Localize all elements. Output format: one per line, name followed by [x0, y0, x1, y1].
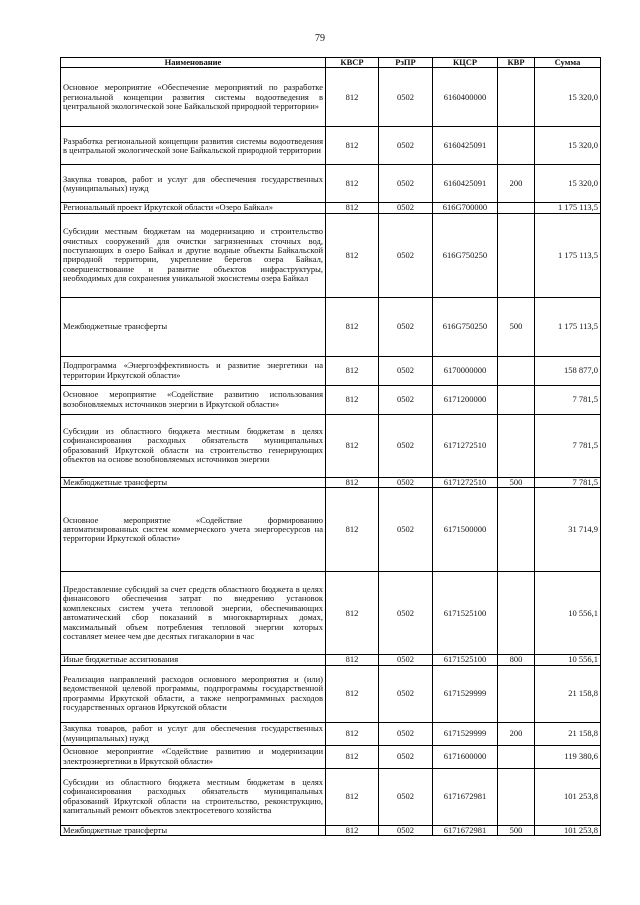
row-name-cell: Иные бюджетные ассигнования: [61, 655, 326, 665]
kcsr-cell: 6170000000: [433, 356, 498, 385]
header-name: Наименование: [61, 58, 326, 68]
kvr-cell: 500: [498, 825, 535, 835]
kvr-cell: [498, 356, 535, 385]
row-name-cell: Основное мероприятие «Обеспечение мероприятий по разработке региональной концепции развития системы водоотведения в центральной экологической зоне Байкальской природной территории»: [61, 68, 326, 127]
table-row: [61, 825, 601, 835]
table-row: [61, 722, 601, 745]
kvr-cell: [498, 768, 535, 825]
table-row: [61, 165, 601, 203]
row-name-cell: Субсидии из областного бюджета местным бюджетам в целях софинансирования расходных обязательств муниципальных образований Иркутской области на строительство, реконструкцию, капитальный ремонт объектов электросетевого хозяйства: [61, 768, 326, 825]
kcsr-cell: 6171500000: [433, 488, 498, 572]
table-row: [61, 745, 601, 768]
kvsr-cell: 812: [326, 477, 379, 487]
kvsr-cell: 812: [326, 127, 379, 165]
kvr-cell: 500: [498, 477, 535, 487]
page-number: 79: [315, 33, 325, 44]
rzpr-cell: 0502: [379, 356, 433, 385]
table-row: [61, 203, 601, 213]
kvr-cell: [498, 488, 535, 572]
kvsr-cell: 812: [326, 665, 379, 722]
sum-cell: 7 781,5: [535, 385, 601, 414]
rzpr-cell: 0502: [379, 165, 433, 203]
row-name-cell: Закупка товаров, работ и услуг для обеспечения государственных (муниципальных) нужд: [61, 722, 326, 745]
kvr-cell: [498, 68, 535, 127]
rzpr-cell: 0502: [379, 768, 433, 825]
kvsr-cell: 812: [326, 488, 379, 572]
row-name-cell: Предоставление субсидий за счет средств областного бюджета в целях финансового обеспечения затрат по внедрению установок комплексных систем учета тепловой энергии, обеспечивающих автоматический сбор показаний в многоквартирных домах, максимальный объем потребления тепловой энергии которых составляет менее чем две десятых гигакалории в час: [61, 572, 326, 655]
kvr-cell: 200: [498, 722, 535, 745]
kvr-cell: 800: [498, 655, 535, 665]
sum-cell: 119 380,6: [535, 745, 601, 768]
kvsr-cell: 812: [326, 722, 379, 745]
kvr-cell: [498, 745, 535, 768]
table-row: [61, 385, 601, 414]
kvr-cell: 200: [498, 165, 535, 203]
rzpr-cell: 0502: [379, 488, 433, 572]
kcsr-cell: 6160400000: [433, 68, 498, 127]
rzpr-cell: 0502: [379, 665, 433, 722]
row-name-cell: Основное мероприятие «Содействие развитию использования возобновляемых источников энергии в Иркутской области»: [61, 385, 326, 414]
kvr-cell: [498, 213, 535, 297]
rzpr-cell: 0502: [379, 203, 433, 213]
row-name-cell: Субсидии местным бюджетам на модернизацию и строительство очистных сооружений для очистки загрязненных сточных вод, поступающих в озеро Байкал и другие водные объекты Байкальской природной территории, укрепление берегов озера Байкал, совершенствование и развитие объектов инфраструктуры, необходимых для сохранения уникальной экосистемы озера Байкал: [61, 213, 326, 297]
kvsr-cell: 812: [326, 768, 379, 825]
kvr-cell: 500: [498, 297, 535, 356]
rzpr-cell: 0502: [379, 385, 433, 414]
table-header-row: [61, 58, 601, 68]
kvsr-cell: 812: [326, 165, 379, 203]
kvr-cell: [498, 385, 535, 414]
sum-cell: 101 253,8: [535, 768, 601, 825]
rzpr-cell: 0502: [379, 297, 433, 356]
sum-cell: 21 158,8: [535, 722, 601, 745]
kvsr-cell: 812: [326, 655, 379, 665]
sum-cell: 10 556,1: [535, 655, 601, 665]
kvr-cell: [498, 203, 535, 213]
table-row: [61, 127, 601, 165]
sum-cell: 1 175 113,5: [535, 203, 601, 213]
row-name-cell: Разработка региональной концепции развития системы водоотведения в центральной экологической зоне Байкальской природной территории: [61, 127, 326, 165]
kcsr-cell: 6160425091: [433, 165, 498, 203]
kvsr-cell: 812: [326, 385, 379, 414]
table-row: [61, 488, 601, 572]
kvr-cell: [498, 665, 535, 722]
table-row: [61, 665, 601, 722]
table-row: [61, 297, 601, 356]
table-row: [61, 213, 601, 297]
row-name-cell: Закупка товаров, работ и услуг для обеспечения государственных (муниципальных) нужд: [61, 165, 326, 203]
header-kcsr: КЦСР: [433, 58, 498, 68]
kvr-cell: [498, 127, 535, 165]
row-name-cell: Межбюджетные трансферты: [61, 825, 326, 835]
rzpr-cell: 0502: [379, 745, 433, 768]
row-name-cell: Субсидии из областного бюджета местным бюджетам в целях софинансирования расходных обязательств муниципальных образований Иркутской области на строительство генерирующих объектов на основе возобновляемых источников энергии: [61, 414, 326, 477]
row-name-cell: Основное мероприятие «Содействие формированию автоматизированных систем коммерческого учета энергоресурсов на территории Иркутской области»: [61, 488, 326, 572]
kcsr-cell: 6171525100: [433, 655, 498, 665]
kvsr-cell: 812: [326, 68, 379, 127]
kcsr-cell: 6171525100: [433, 572, 498, 655]
rzpr-cell: 0502: [379, 655, 433, 665]
sum-cell: 1 175 113,5: [535, 213, 601, 297]
rzpr-cell: 0502: [379, 572, 433, 655]
kvsr-cell: 812: [326, 414, 379, 477]
kvsr-cell: 812: [326, 213, 379, 297]
sum-cell: 158 877,0: [535, 356, 601, 385]
header-rzpr: РзПР: [379, 58, 433, 68]
row-name-cell: Реализация направлений расходов основного мероприятия и (или) ведомственной целевой программы, подпрограммы государственной программы Иркутской области, а также непрограммных расходов государственных органов Иркутской области: [61, 665, 326, 722]
table-row: [61, 477, 601, 487]
sum-cell: 15 320,0: [535, 68, 601, 127]
rzpr-cell: 0502: [379, 477, 433, 487]
row-name-cell: Межбюджетные трансферты: [61, 297, 326, 356]
rzpr-cell: 0502: [379, 414, 433, 477]
sum-cell: 10 556,1: [535, 572, 601, 655]
kvsr-cell: 812: [326, 572, 379, 655]
table-row: [61, 356, 601, 385]
kcsr-cell: 6160425091: [433, 127, 498, 165]
table-row: [61, 414, 601, 477]
row-name-cell: Межбюджетные трансферты: [61, 477, 326, 487]
kcsr-cell: 616G750250: [433, 213, 498, 297]
sum-cell: 15 320,0: [535, 127, 601, 165]
kcsr-cell: 6171272510: [433, 477, 498, 487]
sum-cell: 7 781,5: [535, 414, 601, 477]
header-sum: Сумма: [535, 58, 601, 68]
sum-cell: 1 175 113,5: [535, 297, 601, 356]
sum-cell: 21 158,8: [535, 665, 601, 722]
rzpr-cell: 0502: [379, 213, 433, 297]
row-name-cell: Региональный проект Иркутской области «Озеро Байкал»: [61, 203, 326, 213]
sum-cell: 7 781,5: [535, 477, 601, 487]
row-name-cell: Основное мероприятие «Содействие развитию и модернизации электроэнергетики в Иркутской области»: [61, 745, 326, 768]
kvsr-cell: 812: [326, 203, 379, 213]
kcsr-cell: 6171272510: [433, 414, 498, 477]
table-row: [61, 572, 601, 655]
kcsr-cell: 6171600000: [433, 745, 498, 768]
kcsr-cell: 6171672981: [433, 768, 498, 825]
table-row: [61, 768, 601, 825]
kcsr-cell: 616G750250: [433, 297, 498, 356]
kcsr-cell: 616G700000: [433, 203, 498, 213]
header-kvsr: КВСР: [326, 58, 379, 68]
kcsr-cell: 6171672981: [433, 825, 498, 835]
kvr-cell: [498, 414, 535, 477]
kcsr-cell: 6171529999: [433, 722, 498, 745]
kcsr-cell: 6171200000: [433, 385, 498, 414]
budget-table: [60, 57, 601, 836]
header-kvr: КВР: [498, 58, 535, 68]
rzpr-cell: 0502: [379, 722, 433, 745]
rzpr-cell: 0502: [379, 68, 433, 127]
kcsr-cell: 6171529999: [433, 665, 498, 722]
kvsr-cell: 812: [326, 745, 379, 768]
table-row: [61, 68, 601, 127]
kvsr-cell: 812: [326, 297, 379, 356]
rzpr-cell: 0502: [379, 127, 433, 165]
kvsr-cell: 812: [326, 825, 379, 835]
kvr-cell: [498, 572, 535, 655]
sum-cell: 101 253,8: [535, 825, 601, 835]
table-row: [61, 655, 601, 665]
sum-cell: 15 320,0: [535, 165, 601, 203]
row-name-cell: Подпрограмма «Энергоэффективность и развитие энергетики на территории Иркутской области»: [61, 356, 326, 385]
kvsr-cell: 812: [326, 356, 379, 385]
sum-cell: 31 714,9: [535, 488, 601, 572]
rzpr-cell: 0502: [379, 825, 433, 835]
